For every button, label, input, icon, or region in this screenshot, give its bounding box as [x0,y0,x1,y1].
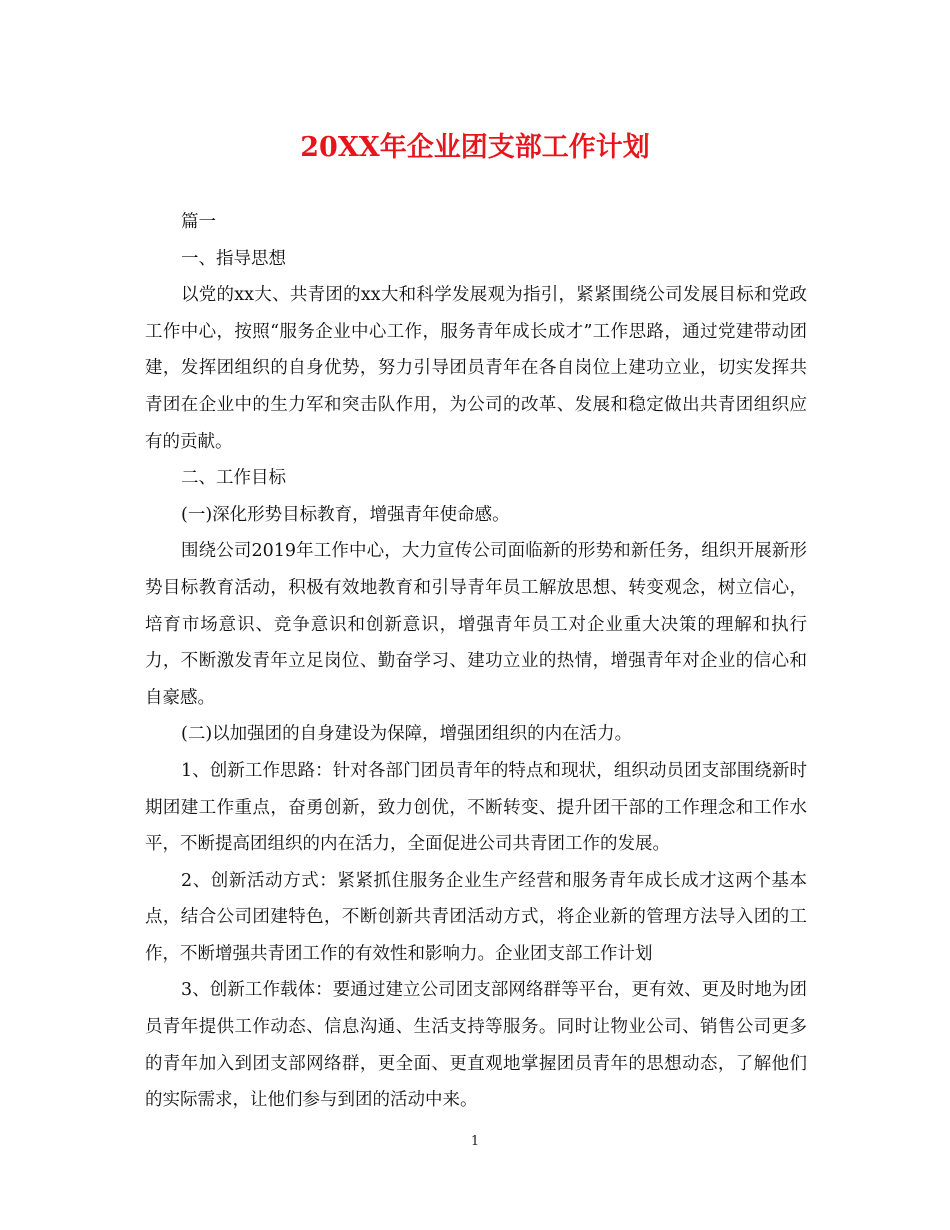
section-heading-work-goals: 二、工作目标 [181,468,286,489]
paragraph-innovate-work-carriers: 3、创新工作载体：要通过建立公司团支部网络群等平台，更有效、更及时地为团员青年提供工作动态、信息沟通、生活支持等服务。同时让物业公司、销售公司更多的青年加入到团支部网络群，更全面、更直观地掌握团员青年的思想动态，了解他们的实际需求，让他们参与到团的活动中来。 [145,980,807,1111]
subheading-self-construction: (二)以加强团的自身建设为保障，增强团组织的内在活力。 [181,724,633,745]
document-body [145,204,807,1119]
paragraph-innovate-activity-methods: 2、创新活动方式：紧紧抓住服务企业生产经营和服务青年成长成才这两个基本点，结合公司团建特色，不断创新共青团活动方式，将企业新的管理方法导入团的工作，不断增强共青团工作的有效性和影响力。企业团支部工作计划 [145,870,807,964]
page-number: 1 [470,1134,480,1149]
section-heading-guiding-ideology: 一、指导思想 [181,248,286,269]
paragraph-situation-education: 围绕公司2019年工作中心，大力宣传公司面临新的形势和新任务，组织开展新形势目标教育活动，积极有效地教育和引导青年员工解放思想、转变观念，树立信心，培育市场意识、竞争意识和创新意识，增强青年员工对企业重大决策的理解和执行力，不断激发青年立足岗位、勤奋学习、建功立业的热情，增强青年对企业的信心和自豪感。 [145,541,807,708]
subheading-situation-education: (一)深化形势目标教育，增强青年使命感。 [181,504,510,525]
section-heading-part-one: 篇一 [181,212,216,232]
paragraph-innovate-work-ideas: 1、创新工作思路：针对各部门团员青年的特点和现状，组织动员团支部围绕新时期团建工作重点，奋勇创新，致力创优，不断转变、提升团干部的工作理念和工作水平，不断提高团组织的内在活力，全面促进公司共青团工作的发展。 [145,760,807,855]
paragraph-guiding-ideology: 以党的xx大、共青团的xx大和科学发展观为指引，紧紧围绕公司发展目标和党政工作中心，按照“服务企业中心工作，服务青年成长成才”工作思路，通过党建带动团建，发挥团组织的自身优势，努力引导团员青年在各自岗位上建功立业，切实发挥共青团在企业中的生力军和突击队作用，为公司的改革、发展和稳定做出共青团组织应有的贡献。 [145,285,807,452]
document-title: 20XX年企业团支部工作计划 [300,132,650,163]
